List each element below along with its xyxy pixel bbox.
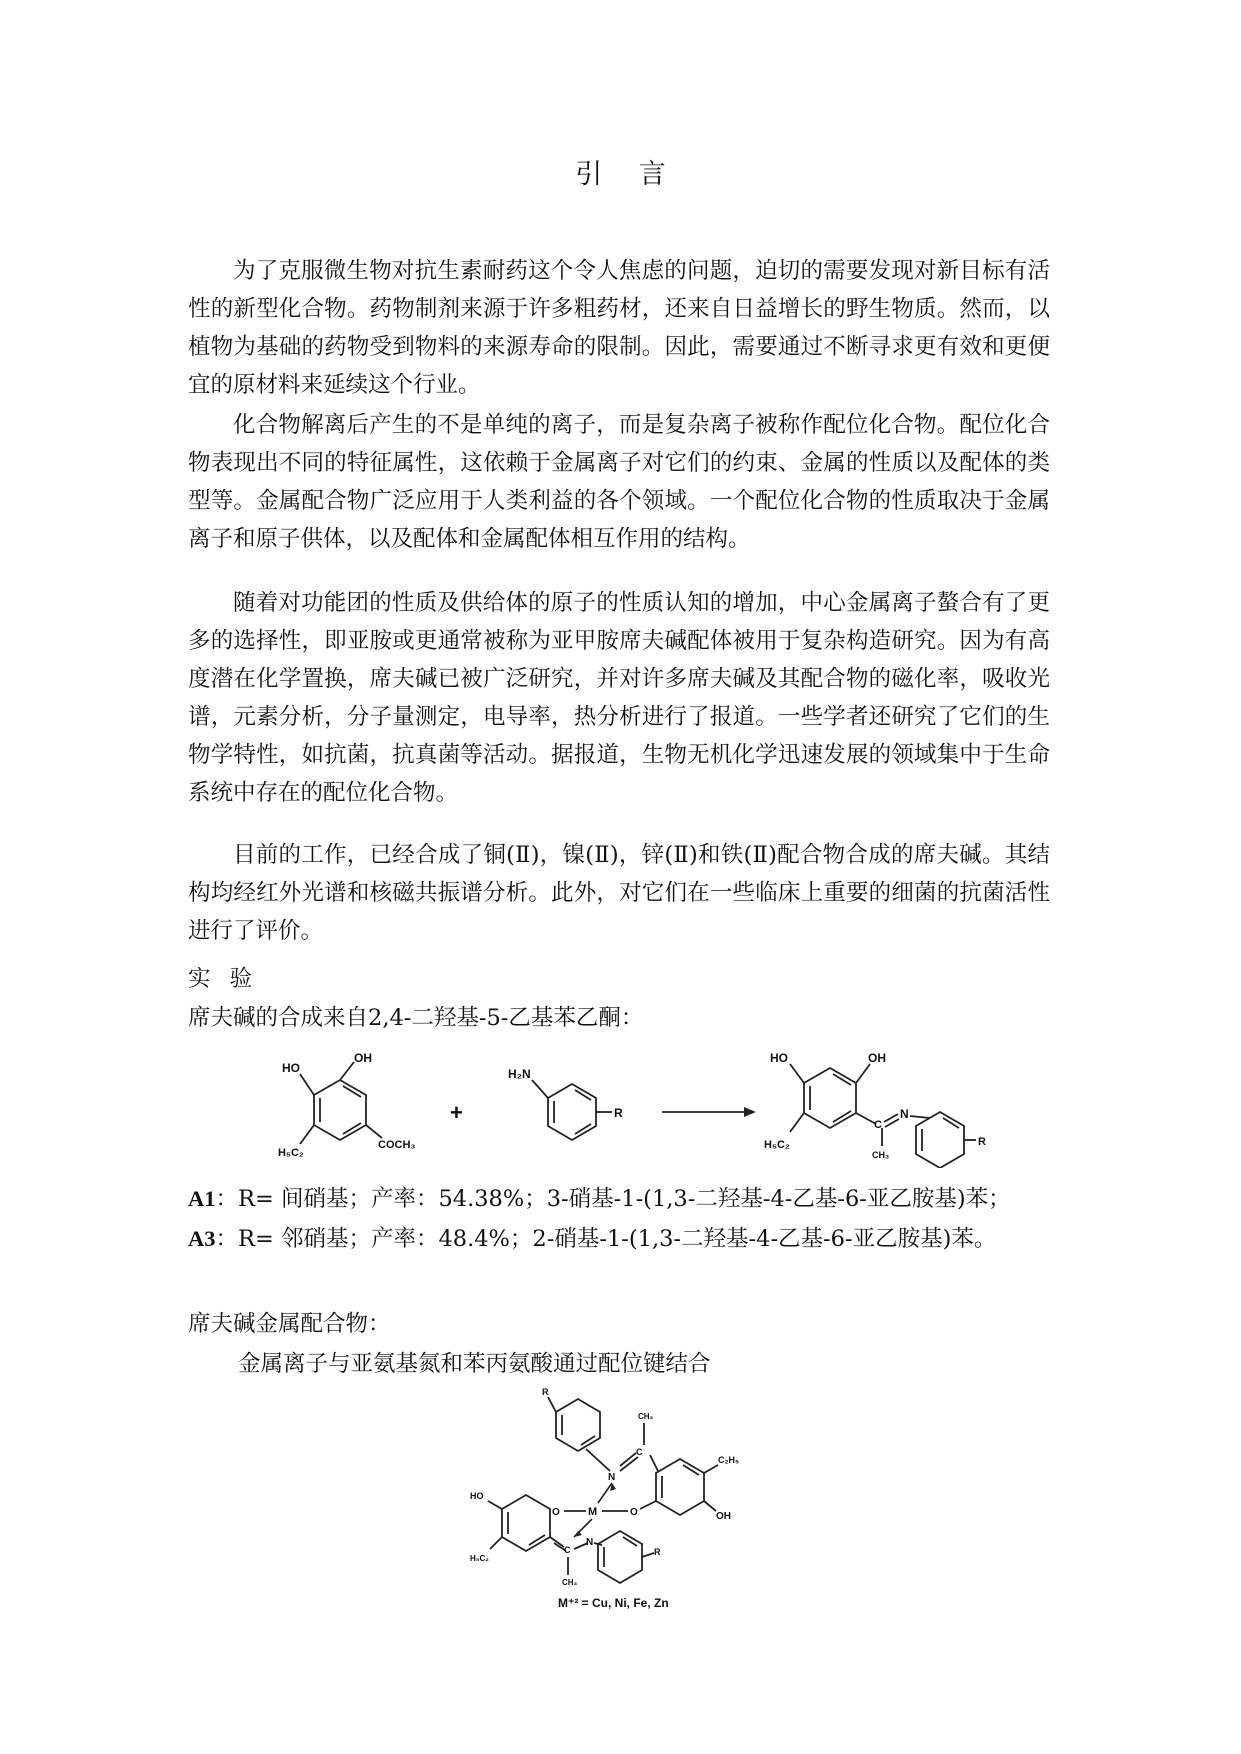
label-product-ho: HO [770, 1051, 788, 1065]
label-ho: HO [282, 1061, 300, 1075]
label-right-oh: OH [716, 1511, 731, 1522]
complex-description: 金属离子与亚氨基氮和苯丙氨酸通过配位键结合 [238, 1351, 711, 1377]
synthesis-intro: 席夫碱的合成来自2,4-二羟基-5-乙基苯乙酮： [188, 1005, 644, 1031]
label-bottom-n: N [586, 1537, 594, 1548]
page-title: 引 言 [575, 159, 680, 190]
metals-label: M⁺² = Cu, Ni, Fe, Zn [558, 1596, 669, 1610]
label-bottom-c: C [564, 1545, 571, 1555]
label-bottom-r: R [654, 1547, 661, 1557]
reaction-scheme [270, 1048, 990, 1168]
label-acetyl: COCH₃ [378, 1139, 416, 1151]
label-ethyl: H₅C₂ [278, 1147, 304, 1159]
metal-complex-structure [470, 1385, 800, 1610]
label-top-c: C [636, 1447, 643, 1457]
paragraph-1: 为了克服微生物对抗生素耐药这个令人焦虑的问题，迫切的需要发现对新目标有活性的新型化合物。药物制剂来源于许多粗药材，还来自日益增长的野生物质。然而，以植物为基础的药物受到物料的来源寿命的限制。因此，需要通过不断寻求更有效和更便宜的原材料来延续这个行业。 [188, 258, 1050, 398]
label-oh: OH [354, 1051, 372, 1065]
label-product-ch3: CH₃ [872, 1150, 890, 1160]
label-top-n: N [608, 1472, 616, 1483]
label-product-r: R [978, 1136, 986, 1148]
label-c2h5: C₂H₅ [718, 1455, 740, 1465]
compound-a3-label: A3 [188, 1226, 216, 1251]
label-product-oh: OH [868, 1051, 886, 1065]
paragraph-3: 随着对功能团的性质及供给体的原子的性质认知的增加，中心金属离子螯合有了更多的选择性，即亚胺或更通常被称为亚甲胺席夫碱配体被用于复杂构造研究。因为有高度潜在化学置换，席夫碱已被广泛研究，并对许多席夫碱及其配合物的磁化率，吸收光谱，元素分析，分子量测定，电导率，热分析进行了报道。一些学者还研究了它们的生物学特性，如抗菌，抗真菌等活动。据报道，生物无机化学迅速发展的领域集中于生命系统中存在的配位化合物。 [188, 590, 1050, 806]
label-left-ho: HO [470, 1491, 484, 1501]
label-top-r: R [542, 1387, 549, 1397]
label-right-o: O [630, 1507, 638, 1518]
label-product-ethyl: H₅C₂ [764, 1139, 790, 1151]
compound-a1-label: A1 [188, 1186, 216, 1211]
label-product-n: N [900, 1107, 909, 1121]
label-product-c: C [874, 1119, 882, 1131]
label-left-o: O [552, 1507, 560, 1518]
label-metal: M [588, 1506, 598, 1518]
paragraph-4: 目前的工作，已经合成了铜(Ⅱ)，镍(Ⅱ)，锌(Ⅱ)和铁(Ⅱ)配合物合成的席夫碱。其结构均经红外光谱和核磁共振谱分析。此外，对它们在一些临床上重要的细菌的抗菌活性进行了评价。 [188, 842, 1050, 944]
compound-a1-text: ：R= 间硝基；产率：54.38%；3-硝基-1-(1,3-二羟基-4-乙基-6-亚乙胺基)苯； [215, 1186, 1011, 1212]
complex-heading: 席夫碱金属配合物： [188, 1311, 391, 1337]
label-r: R [614, 1106, 623, 1120]
plus-sign: + [450, 1100, 463, 1125]
compound-a1 [188, 1183, 1011, 1215]
label-left-h5c2: H₅C₂ [470, 1554, 489, 1563]
compound-a3 [188, 1223, 996, 1255]
section-heading-experiment: 实 验 [188, 966, 259, 992]
paragraph-2: 化合物解离后产生的不是单纯的离子，而是复杂离子被称作配位化合物。配位化合物表现出不同的特征属性，这依赖于金属离子对它们的约束、金属的性质以及配体的类型等。金属配合物广泛应用于人类利益的各个领域。一个配位化合物的性质取决于金属离子和原子供体，以及配体和金属配体相互作用的结构。 [188, 412, 1050, 552]
label-top-ch3: CH₃ [638, 1412, 654, 1421]
label-h2n: H₂N [508, 1067, 531, 1081]
label-bottom-ch3: CH₃ [562, 1578, 578, 1587]
compound-a3-text: ：R= 邻硝基；产率：48.4%；2-硝基-1-(1,3-二羟基-4-乙基-6-亚乙胺基)苯。 [215, 1226, 997, 1252]
